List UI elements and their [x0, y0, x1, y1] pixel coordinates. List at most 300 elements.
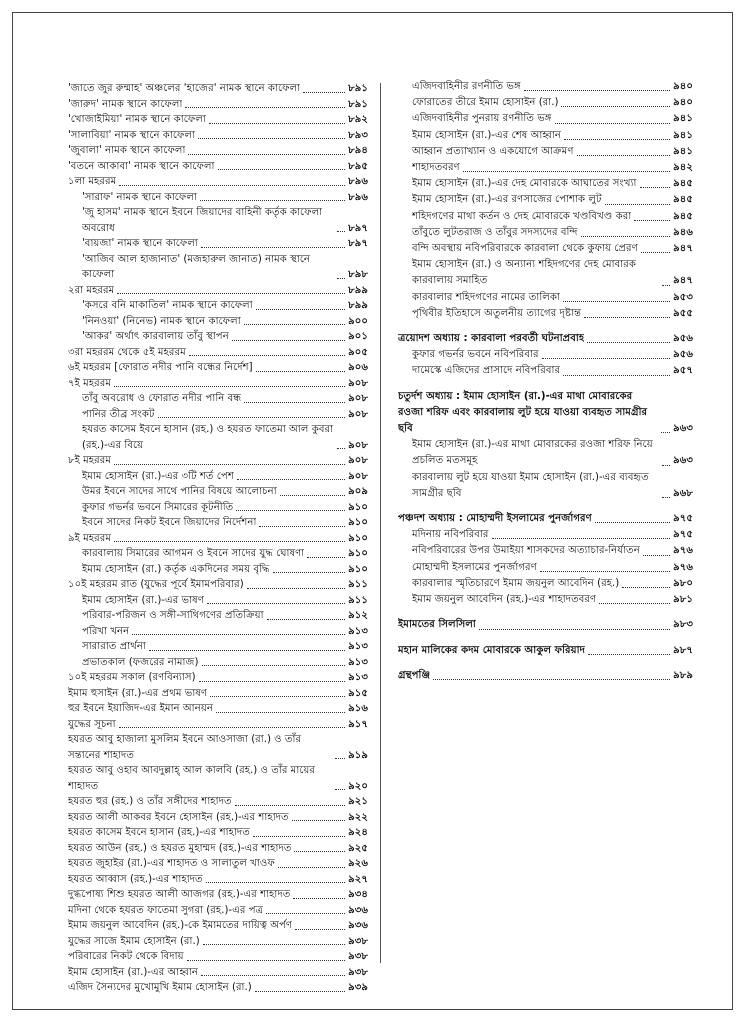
toc-entry: [68, 391, 368, 407]
toc-entry-title: ইমাম হোসাইন (রা.)-এর দেহ মোবারকে আঘাতের সংখ্যা: [412, 178, 637, 190]
toc-entry: [398, 95, 693, 111]
toc-entry: [68, 949, 368, 965]
toc-page-number: ৯১৩: [348, 656, 368, 668]
dot-leader: [293, 898, 345, 899]
toc-entry: [68, 686, 368, 702]
toc-entry-title: কুফার গভর্নর ভবনে সিমারের কূটনীতি: [82, 501, 234, 513]
toc-page-number: ৯১০: [348, 532, 368, 544]
toc-entry-title: শহিদগণের মাথা কর্তন ও দেহ মোবারকে খণ্ডবিখণ্ড করা: [412, 210, 632, 222]
toc-entry: [68, 732, 368, 763]
toc-entry-title: 'বতনে আকাবা' নামক স্থানে কাফেলা: [68, 160, 215, 172]
toc-page-number: ৯১০: [348, 501, 368, 513]
dot-leader: [199, 681, 346, 682]
dot-leader: [280, 495, 345, 496]
dot-leader: [244, 324, 345, 325]
toc-entry-title: ৯ই মহররম: [68, 532, 112, 544]
dot-leader: [273, 572, 346, 573]
dot-leader: [236, 510, 345, 511]
toc-entry: [398, 437, 693, 469]
toc-entry: [68, 639, 368, 655]
toc-entry: [398, 290, 693, 306]
toc-page-number: ৯৪৭: [673, 275, 693, 287]
toc-page-number: ৯৪১: [673, 145, 693, 157]
toc-page-number: ৯১০: [348, 517, 368, 528]
toc-entry: [398, 347, 693, 363]
dot-leader: [206, 882, 345, 883]
toc-page-number: ৯২৪: [348, 827, 368, 838]
toc-entry-title: সারারাত প্রার্থনা: [82, 641, 146, 652]
toc-entry-title: হযরত কাসেম ইবনে হাসান (রহ.) ও হযরত ফাতেমা আল কুবরা (রহ.)-এর বিয়ে: [82, 424, 334, 451]
toc-entry: [68, 283, 368, 299]
dot-leader: [492, 538, 671, 539]
dot-leader: [463, 171, 670, 172]
toc-page-number: ৯১০: [348, 563, 368, 575]
dot-leader: [235, 805, 346, 806]
toc-entry-title: ইমাম হোসাইন (রা.)-এর ৩টি শর্ত পেশ: [82, 470, 234, 482]
dot-leader: [132, 634, 345, 635]
toc-entry-title: প্রভাতকাল (ফজরের নামাজ): [82, 656, 199, 668]
toc-page-number: ৯০৮: [348, 455, 368, 466]
dot-leader: [149, 650, 345, 651]
toc-page-number: ৯১১: [348, 594, 368, 606]
dot-leader: [577, 155, 671, 156]
dot-leader: [599, 603, 670, 604]
toc-entry-title: তাঁবু অবরোধ ও ফোরাত নদীর পানি বন্ধ: [82, 393, 242, 404]
toc-page-number: ৯২৭: [348, 873, 368, 885]
toc-page-number: ৮৯৯: [348, 284, 368, 296]
dot-leader: [207, 603, 345, 604]
toc-entry: [68, 965, 368, 981]
toc-page-number: ৯৫৩: [673, 291, 693, 303]
dot-leader: [587, 342, 670, 343]
toc-entry-title: হযরত জুহাইর (রা.)-এর শাহাদত ও সালাতুল খাওফ: [68, 858, 275, 869]
toc-page-number: ৯০৮: [348, 439, 368, 451]
toc-entry: [68, 329, 368, 345]
toc-entry: [398, 257, 693, 289]
toc-entry: [68, 531, 368, 547]
dot-leader: [253, 836, 345, 837]
toc-page-number: ৮৯২: [348, 114, 368, 125]
toc-entry-title: ইমাম হোসাইন (রা.) ও অন্যান্য শহিদগণের দেহ মোবারক কারবালায় সমাহিত: [412, 259, 636, 287]
toc-entry: [68, 825, 368, 841]
toc-entry-title: ১লা মহররম: [68, 176, 117, 187]
toc-entry: [398, 144, 693, 160]
toc-page-number: ৯২৬: [348, 858, 368, 869]
toc-entry-title: হযরত আবু ওহাব আবদুল্লাহ্ আল কালবি (রহ.) ও তাঁর মায়ের শাহাদত: [68, 765, 315, 792]
toc-entry: [68, 128, 368, 144]
toc-page-number: ৯৫৬: [673, 349, 693, 361]
toc-page-number: ৯৪১: [673, 113, 693, 125]
toc-entry-title: ইমাম হোসাইন (রা.) কর্তৃক একদিনের সময় বৃদ্ধি: [82, 563, 270, 575]
toc-entry-title: ইমাম হোসাইন (রা.)-এর মাথা মোবারকের রওজা শরিফ নিয়ে প্রচলিত মতসমূহ: [412, 439, 653, 467]
toc-page-number: ৯৩৮: [348, 951, 368, 962]
book-page: [12, 12, 733, 1010]
dot-leader: [595, 522, 670, 523]
toc-entry-title: পৃথিবীর ইতিহাসে অতুলনীয় ত্যাগের দৃষ্টান্ত: [412, 307, 581, 319]
toc-page-number: ৯৫৭: [673, 365, 693, 377]
toc-entry: [68, 314, 368, 330]
toc-entry-title: হুর ইবনে ইয়াজিদ-এর ইমান আনয়ন: [68, 703, 213, 714]
toc-entry: [68, 407, 368, 423]
dot-leader: [641, 252, 670, 253]
toc-entry: [398, 192, 693, 208]
toc-entry: [68, 252, 368, 283]
toc-entry-title: 'আকর' অর্থাৎ কারবালায় তাঁবু স্থাপন: [82, 331, 229, 342]
dot-leader: [640, 187, 671, 188]
toc-entry-title: 'খোজাইমিয়া' নামক স্থানে কাফেলা: [68, 114, 206, 125]
dot-leader: [114, 541, 345, 542]
toc-entry-title: এজিদ সৈন্যদের মুখোমুখি ইমাম হোসাইন (রা.): [68, 982, 252, 993]
toc-page-number: ৯১০: [348, 548, 368, 559]
toc-entry: [68, 841, 368, 857]
toc-chapter-entry: [398, 511, 693, 527]
toc-page-number: ৯০৫: [348, 346, 368, 358]
toc-entry-title: ইমাম হোসাইন (রা.)-এর শেষ আহ্বান: [412, 129, 562, 141]
toc-entry-title: 'জু হাসম' নামক স্থানে ইবনে জিয়াদের বাহিনী কর্তৃক কাফেলা অবরোধ: [82, 207, 323, 234]
dot-leader: [237, 479, 345, 480]
toc-entry: [68, 934, 368, 950]
dot-leader: [117, 293, 345, 294]
toc-entry-title: কুফার গভর্নর ভবনে নবিপরিবার: [412, 349, 539, 361]
toc-page-number: ৮৯৪: [348, 145, 368, 156]
toc-chapter-entry: [398, 331, 693, 347]
toc-page-number: ৯২৫: [348, 842, 368, 854]
toc-entry: [68, 810, 368, 826]
toc-page-number: ৯১৯: [348, 749, 368, 761]
toc-entry-title: ত্রয়োদশ অধ্যায় : কারবালা পরবর্তী ঘটনাপ্রবাহ: [398, 333, 585, 345]
toc-page-number: ৯৪৬: [673, 226, 693, 238]
toc-entry: [68, 918, 368, 934]
toc-entry-title: যুদ্ধের সাজে ইমাম হোসাইন (রা.): [68, 935, 200, 947]
toc-entry: [68, 546, 368, 562]
dot-leader: [634, 220, 670, 221]
toc-entry: [398, 306, 693, 322]
toc-chapter-entry: [398, 617, 693, 633]
toc-chapter-entry: [398, 643, 693, 659]
dot-leader: [542, 358, 671, 359]
toc-page-number: ৮৯৫: [348, 160, 368, 172]
toc-entry-title: ১০ই মহররম রাত (যুদ্ধের পূর্বে ইমামপরিবার): [68, 579, 244, 590]
toc-entry: [68, 376, 368, 392]
dot-leader: [622, 587, 670, 588]
toc-page-number: ৯৪৫: [673, 178, 693, 190]
dot-leader: [335, 789, 345, 790]
toc-entry: [68, 174, 368, 190]
toc-entry: [398, 209, 693, 225]
toc-entry-title: ইমাম হোসাইন (রা.)-এর আহ্বান: [68, 966, 198, 978]
dot-leader: [643, 555, 670, 556]
toc-entry-title: হযরত হুর (রহ.) ও তাঁর সঙ্গীদের শাহাদত: [68, 796, 232, 807]
toc-entry-title: 'জারুদ' নামক স্থানে কাফেলা: [68, 98, 183, 110]
dot-leader: [201, 247, 345, 248]
dot-leader: [114, 386, 345, 387]
toc-page-number: ৯৪৫: [673, 194, 693, 206]
toc-entry: [68, 577, 368, 593]
toc-entry-title: 'বায়জা' নামক স্থানে কাফেলা: [82, 238, 198, 249]
toc-entry: [68, 794, 368, 810]
dot-leader: [335, 758, 345, 759]
toc-page-number: ৯১১: [348, 579, 368, 590]
toc-entry: [68, 887, 368, 903]
dot-leader: [210, 696, 345, 697]
toc-entry: [68, 980, 368, 996]
toc-page-number: ৯৭৬: [673, 545, 693, 557]
toc-entry: [398, 128, 693, 144]
toc-page-number: ৯১৩: [348, 672, 368, 683]
toc-page-number: ৯৮১: [673, 594, 693, 606]
toc-entry: [398, 79, 693, 95]
toc-entry: [398, 160, 693, 176]
dot-leader: [266, 913, 345, 914]
toc-page-number: ৯০৮: [348, 393, 368, 404]
toc-page-number: ৯০০: [348, 315, 368, 327]
toc-entry-title: 'জুবালা' নামক স্থানে কাফেলা: [68, 145, 186, 156]
dot-leader: [563, 301, 670, 302]
toc-entry-title: পানির তীব্র সংকট: [82, 408, 155, 420]
toc-entry-title: তাঁবুতে লুটতরাজ ও তাঁবুর সদস্যদের বন্দি: [412, 226, 578, 238]
toc-page-number: ৮৯৭: [348, 222, 368, 234]
toc-entry-title: 'নিনওয়া' (নিনেভ) নামক স্থানে কাফেলা: [82, 315, 241, 327]
toc-entry: [398, 527, 693, 543]
dot-leader: [247, 588, 345, 589]
toc-entry-title: নবিপরিবারের উপর উমাইয়া শাসকদের অত্যাচার-নির্যাতন: [412, 545, 640, 557]
toc-entry-title: পরিবার-পরিজন ও সঙ্গী-সাথিগণের প্রতিক্রিয়া: [82, 610, 264, 621]
toc-entry: [68, 670, 368, 686]
toc-entry: [68, 81, 368, 97]
toc-entry-title: 'কসরে বনি মাকাতিল' নামক স্থানে কাফেলা: [82, 300, 253, 311]
toc-page-number: ৯৪৫: [673, 210, 693, 222]
toc-entry-title: দামেস্কে এজিদের প্রাসাদে নবিপরিবার: [412, 365, 561, 377]
toc-entry-title: মদিনা থেকে হযরত ফাতেমা সুগরা (রহ.)-এর পত্র: [68, 904, 264, 916]
toc-page-number: ৮৯৬: [348, 191, 368, 203]
dot-leader: [540, 571, 670, 572]
toc-page-number: ৯০৮: [348, 377, 368, 389]
toc-entry: [68, 856, 368, 872]
toc-entry-title: হযরত কাসেম ইবনে হাসান (রহ.)-এর শাহাদত: [68, 827, 250, 838]
dot-leader: [216, 712, 345, 713]
toc-page-number: ৮৯৯: [348, 300, 368, 311]
dot-leader: [555, 123, 671, 124]
dot-leader: [218, 169, 346, 170]
toc-entry-title: 'সালাবিয়া' নামক স্থানে কাফেলা: [68, 129, 195, 141]
toc-entry-title: মহান মালিকের কদম মোবারকে আকুল ফরিয়াদ: [398, 644, 585, 656]
dot-leader: [661, 432, 671, 433]
toc-entry: [68, 345, 368, 361]
dot-leader: [307, 557, 345, 558]
dot-leader: [588, 654, 670, 655]
toc-entry-title: আহ্বান প্রত্যাখ্যান ও একযোগে আক্রমণ: [412, 145, 574, 157]
toc-chapter-entry: [398, 389, 693, 438]
toc-entry: [68, 562, 368, 578]
toc-entry-title: বন্দি অবস্থায় নবিপরিবারকে কারবালা থেকে কুফায় প্রেরণ: [412, 243, 638, 255]
dot-leader: [256, 371, 346, 372]
toc-page-number: ৮৯৬: [348, 176, 368, 187]
toc-page-number: ৯৬৩: [673, 455, 693, 467]
toc-entry: [68, 97, 368, 113]
toc-page-number: ৮৯১: [348, 98, 368, 110]
toc-left-column: [68, 81, 368, 996]
toc-entry: [68, 624, 368, 640]
toc-page-number: ৯২১: [348, 796, 368, 807]
dot-leader: [564, 139, 670, 140]
dot-leader: [662, 497, 670, 498]
toc-entry-title: ৮ই মহররম: [68, 455, 112, 466]
toc-entry-title: গ্রন্থপঞ্জি: [398, 669, 431, 681]
dot-leader: [244, 402, 345, 403]
toc-entry: [68, 112, 368, 128]
toc-entry: [68, 205, 368, 236]
toc-entry-title: যুদ্ধের সূচনা: [68, 718, 116, 730]
toc-entry: [68, 903, 368, 919]
dot-leader: [295, 929, 345, 930]
toc-entry-title: ইমাম হোসাইন (রা.)-এর রণসাজের পোশাক লুট: [412, 194, 602, 206]
toc-entry: [68, 701, 368, 717]
dot-leader: [187, 960, 346, 961]
toc-page-number: ৯৪০: [673, 97, 693, 109]
toc-entry-title: ২রা মহররম: [68, 284, 115, 296]
toc-entry: [68, 360, 368, 376]
toc-page-number: ৯৪২: [673, 162, 693, 174]
toc-entry-title: পঞ্চদশ অধ্যায় : মোহাম্মদী ইসলামের পুনর্জাগরণ: [398, 513, 592, 525]
dot-leader: [584, 317, 670, 318]
toc-entry: [398, 592, 693, 608]
dot-leader: [337, 231, 345, 232]
toc-entry-title: মোহাম্মদী ইসলামের পুনর্জাগরণ: [412, 561, 537, 573]
toc-page-number: ৮৯১: [348, 83, 368, 94]
toc-entry-title: হযরত আউন (রহ.) ও হযরত মুহাম্মদ (রহ.)-এর শাহাদত: [68, 842, 292, 854]
toc-entry: [68, 298, 368, 314]
toc-entry: [398, 560, 693, 576]
toc-entry-title: কারবালার শহিদগণের নামের তালিকা: [412, 291, 560, 303]
toc-page-number: ৯০৮: [348, 470, 368, 482]
dot-leader: [232, 340, 345, 341]
toc-page-number: ৯০৬: [348, 362, 368, 373]
toc-entry-title: ১০ই মহররম সকাল (রণবিন্যাস): [68, 672, 196, 683]
toc-entry: [68, 500, 368, 516]
dot-leader: [185, 107, 345, 108]
toc-page-number: ৯৩৮: [348, 935, 368, 947]
toc-page-number: ৮৯৮: [348, 269, 368, 280]
toc-entry-title: হযরত আব্বাস (রহ.)-এর শাহাদত: [68, 873, 203, 885]
dot-leader: [563, 375, 670, 376]
toc-page-number: ৯৮০: [673, 577, 693, 589]
dot-leader: [255, 991, 345, 992]
toc-entry-title: ইমামতের সিলসিলা: [398, 619, 476, 631]
toc-entry-title: দুগ্ধপোষ্য শিশু হযরত আলী আজগর (রহ.)-এর শাহাদত: [68, 889, 291, 900]
toc-entry-title: ইমাম হুসাইন (রা.)-এর প্রথম ভাষণ: [68, 687, 208, 699]
toc-entry-title: ৩রা মহররম থেকে ৫ই মহররম: [68, 346, 186, 358]
toc-entry: [68, 469, 368, 485]
dot-leader: [189, 355, 345, 356]
toc-page-number: ৯২২: [348, 811, 368, 823]
toc-page-number: ৯৩৪: [348, 889, 368, 900]
toc-entry-title: উমর ইবনে সাদের সাথে পানির বিষয়ে আলোচনা: [82, 486, 277, 497]
dot-leader: [188, 154, 345, 155]
toc-entry-title: কারবালার স্মৃতিচারণে ইমাম জয়নুল আবেদিন (রহ.): [412, 577, 620, 589]
toc-entry: [398, 225, 693, 241]
dot-leader: [119, 185, 345, 186]
toc-entry: [68, 608, 368, 624]
toc-page-number: ৯১৩: [348, 625, 368, 637]
dot-leader: [200, 200, 345, 201]
toc-entry: [398, 363, 693, 379]
toc-page-number: ৯১৭: [348, 718, 368, 730]
toc-entry-title: এজিদবাহিনীর রণনীতি ভঙ্গ: [412, 81, 521, 92]
toc-page-number: ৯৪৭: [673, 243, 693, 255]
toc-page-number: ৯৬৩: [673, 423, 693, 435]
toc-entry-title: মদিনায় নবিপরিবার: [412, 529, 489, 541]
toc-entry-title: এজিদবাহিনীর পুনরায় রণনীতি ভঙ্গ: [412, 113, 552, 125]
toc-entry-title: পরিখা খনন: [82, 625, 130, 637]
dot-leader: [278, 867, 345, 868]
toc-entry: [68, 236, 368, 252]
toc-entry: [398, 241, 693, 257]
toc-page-number: ৯৮৯: [673, 669, 693, 681]
toc-page-number: ৯৩৬: [348, 904, 368, 916]
dot-leader: [662, 465, 670, 466]
toc-entry-title: ৭ই মহররম: [68, 377, 112, 389]
dot-leader: [662, 285, 670, 286]
toc-page-number: ৯০৮: [348, 408, 368, 420]
toc-entry: [68, 190, 368, 206]
dot-leader: [581, 236, 671, 237]
dot-leader: [209, 123, 345, 124]
dot-leader: [202, 665, 346, 666]
toc-entry-title: ইমাম জয়নুল আবেদিন (রহ.)-কে ইমামতের দায়িত্ব অর্পণ: [68, 920, 293, 931]
dot-leader: [524, 90, 670, 91]
toc-entry-title: হযরত আলী আকবর ইবনে হোসাইন (রহ.)-এর শাহাদত: [68, 811, 289, 823]
toc-page-number: ৯০১: [348, 331, 368, 342]
toc-entry-title: 'জাতে জুর রুম্মাহ' অঞ্চলের 'হাজের' নামক স্থানে কাফেলা: [68, 83, 301, 94]
dot-leader: [294, 851, 345, 852]
toc-entry: [68, 872, 368, 888]
toc-page-number: ৯৭৫: [673, 529, 693, 541]
toc-entry: [398, 543, 693, 559]
toc-page-number: ৯১২: [348, 610, 368, 621]
toc-entry: [68, 717, 368, 733]
toc-page-number: ৯৭৫: [673, 513, 693, 525]
toc-page-number: ৯২০: [348, 780, 368, 792]
dot-leader: [259, 526, 345, 527]
toc-entry: [398, 111, 693, 127]
toc-page-number: ৯৩৯: [348, 982, 368, 993]
toc-entry-title: ইমাম হোসাইন (রা.)-এর ভাষণ: [82, 594, 204, 606]
toc-entry-title: 'আজিব আল হাজানাত' (মজহারুল জানাত) নামক স্থানে কাফেলা: [82, 253, 311, 280]
toc-page-number: ৯৩৮: [348, 966, 368, 978]
toc-entry: [68, 593, 368, 609]
dot-leader: [561, 106, 670, 107]
toc-entry: [68, 159, 368, 175]
toc-entry-title: পরিবারের নিকট থেকে বিদায়: [68, 951, 184, 962]
toc-page-number: ৯৫৬: [673, 333, 693, 345]
toc-entry: [68, 655, 368, 671]
toc-entry: [68, 143, 368, 159]
toc-entry: [398, 470, 693, 502]
toc-page-number: ৯৮৭: [673, 644, 693, 656]
toc-page-number: ৯৭৬: [673, 561, 693, 573]
dot-leader: [303, 92, 345, 93]
toc-entry: [68, 515, 368, 531]
dot-leader: [201, 975, 345, 976]
toc-entry-title: চতুর্দশ অধ্যায় : ইমাম হোসাইন (রা.)-এর মাথা মোবারকের রওজা শরিফ এবং কারবালায় লুট হয়ে যাওয়া ব্যবহৃত সামগ্রীর ছবি: [398, 390, 648, 435]
toc-entry-title: ইবনে সাদের নিকট ইবনে জিয়াদের নির্দেশনা: [82, 517, 257, 528]
toc-page-number: ৯৩৬: [348, 920, 368, 931]
toc-page-number: ৯৪০: [673, 81, 693, 92]
toc-page-number: ৯১৩: [348, 641, 368, 652]
dot-leader: [433, 679, 670, 680]
toc-page-number: ৮৯৭: [348, 238, 368, 249]
dot-leader: [292, 820, 345, 821]
